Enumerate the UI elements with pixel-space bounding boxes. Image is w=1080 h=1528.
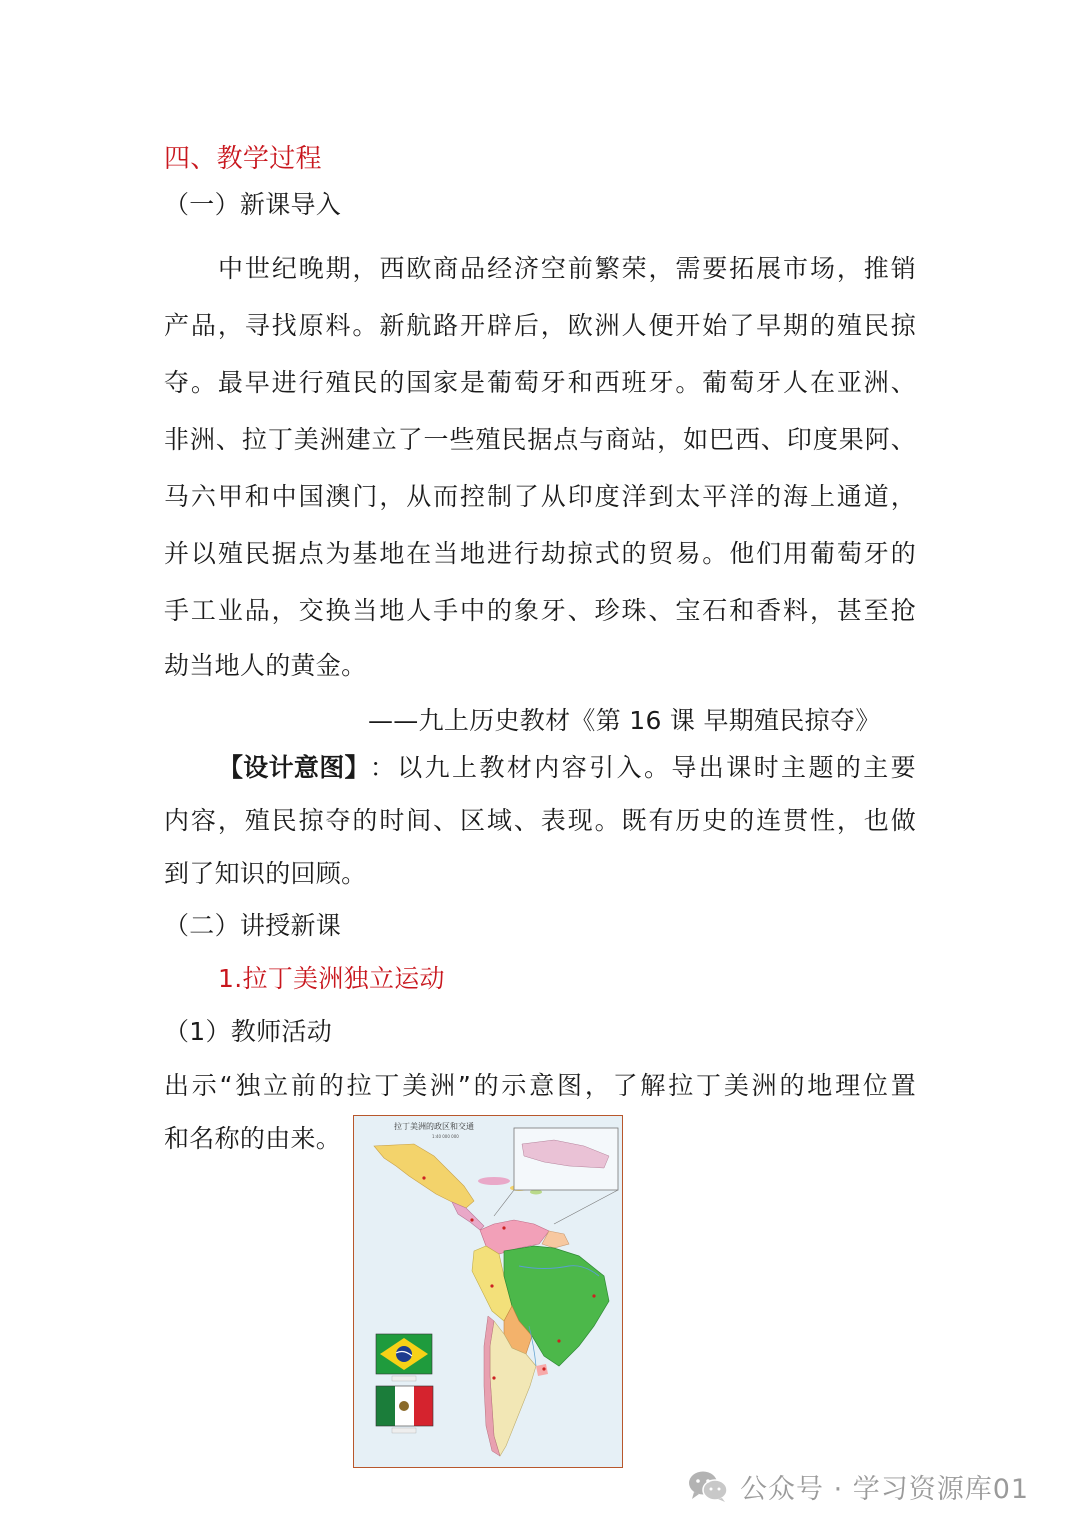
design-intent-label: 【设计意图】 bbox=[218, 753, 370, 782]
source-citation: ——九上历史教材《第 16 课 早期殖民掠夺》 bbox=[368, 706, 881, 735]
mexico-flag bbox=[376, 1386, 433, 1433]
watermark bbox=[688, 1466, 1029, 1506]
latin-america-map bbox=[353, 1115, 623, 1468]
subsection-heading: （二）讲授新课 bbox=[164, 911, 342, 940]
section-title: 四、教学过程 bbox=[164, 144, 322, 174]
design-intent-line: 到了知识的回顾。 bbox=[164, 859, 367, 888]
map-scale: 1:40 000 000 bbox=[432, 1134, 459, 1139]
intro-line: 并以殖民据点为基地在当地进行劫掠式的贸易。他们用葡萄牙的 bbox=[164, 539, 916, 568]
design-intent-line: 内容，殖民掠夺的时间、区域、表现。既有历史的连贯性，也做 bbox=[164, 806, 916, 835]
intro-line: 中世纪晚期，西欧商品经济空前繁荣，需要拓展市场，推销 bbox=[218, 254, 916, 283]
intro-line: 产品，寻找原料。新航路开辟后，欧洲人便开始了早期的殖民掠 bbox=[164, 311, 916, 340]
brazil-flag bbox=[376, 1334, 432, 1381]
body-line: 出示“独立前的拉丁美洲”的示意图，了解拉丁美洲的地理位置 bbox=[164, 1071, 916, 1100]
intro-line: 手工业品，交换当地人手中的象牙、珍珠、宝石和香料，甚至抢 bbox=[164, 596, 916, 625]
intro-line: 马六甲和中国澳门，从而控制了从印度洋到太平洋的海上通道， bbox=[164, 482, 916, 511]
topic-heading: 1.拉丁美洲独立运动 bbox=[218, 964, 445, 993]
map-title: 拉丁美洲的政区和交通 bbox=[394, 1122, 474, 1131]
intro-line: 劫当地人的黄金。 bbox=[164, 651, 367, 680]
body-line: 和名称的由来。 bbox=[164, 1124, 342, 1153]
design-intent-first-line bbox=[218, 753, 916, 783]
subsection-heading: （一）新课导入 bbox=[164, 190, 342, 219]
map-graphic bbox=[354, 1116, 623, 1468]
intro-line: 非洲、拉丁美洲建立了一些殖民据点与商站，如巴西、印度果阿、 bbox=[164, 425, 916, 454]
design-intent-line: ：以九上教材内容引入。导出课时主题的主要 bbox=[369, 753, 916, 782]
wechat-icon bbox=[688, 1469, 728, 1503]
activity-heading: （1）教师活动 bbox=[164, 1017, 333, 1046]
watermark-text: 公众号 · 学习资源库01 bbox=[740, 1473, 1030, 1505]
intro-line: 夺。最早进行殖民的国家是葡萄牙和西班牙。葡萄牙人在亚洲、 bbox=[164, 368, 916, 397]
